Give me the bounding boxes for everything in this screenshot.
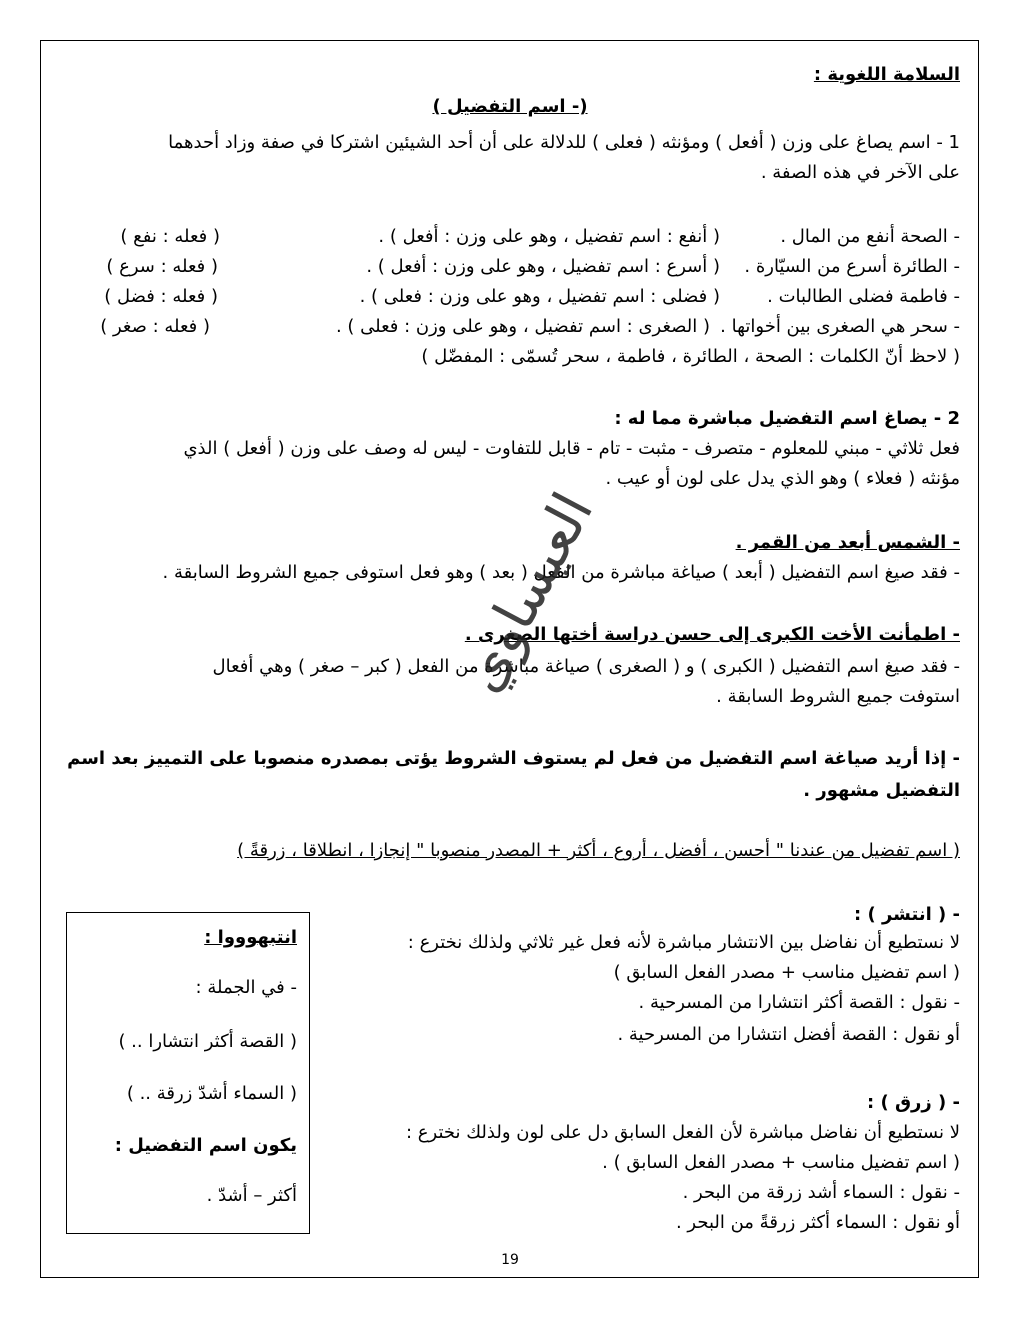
example-spread-title: - ( انتشر ) : [854, 904, 960, 925]
page-heading: السلامة اللغوية : [813, 64, 960, 85]
formula-line: ( اسم تفضيل من عندنا " أحسن ، أفضل ، أروع ، أكثر + المصدر منصوبا " إنجازا ، انطلاقا ، زرقةً ) [237, 840, 960, 861]
rule2-line-2: مؤنثه ( فعلاء ) وهو الذي يدل على لون أو عيب . [605, 468, 960, 489]
note-mufaddal: ( لاحظ أنّ الكلمات : الصحة ، الطائرة ، فاطمة ، سحر تُسمّى : المفضّل ) [421, 346, 960, 367]
example-sentence: - الطائرة أسرع من السيّارة . [744, 256, 960, 277]
example-verb: ( فعله : سرع ) [106, 256, 218, 277]
page-number: 19 [501, 1252, 519, 1268]
example-sentence: - سحر هي الصغرى بين أخواتها . [720, 316, 960, 337]
example-analysis: ( أنفع : اسم تفضيل ، وهو على وزن : أفعل ) . [378, 226, 720, 247]
example-sentence: - الصحة أنفع من المال . [780, 226, 960, 247]
example-sister-line-2: استوفت جميع الشروط السابقة . [716, 686, 960, 707]
section-title: (- اسم التفضيل ) [432, 96, 588, 117]
example-blue-line-4: أو نقول : السماء أكثر زرقةً من البحر . [675, 1212, 960, 1233]
attention-line: أكثر – أشدّ . [206, 1185, 297, 1206]
rule3-line-1: - إذا أريد صياغة اسم التفضيل من فعل لم يستوف الشروط يؤتى بمصدره منصوبا على التمييز بعد اسم [67, 748, 960, 769]
example-sun-explanation: - فقد صيغ اسم التفضيل ( أبعد ) صياغة مباشرة من الفعل ( بعد ) وهو فعل استوفى جميع الشروط السابقة . [162, 562, 960, 583]
attention-line: يكون اسم التفضيل : [114, 1135, 297, 1156]
attention-line: - في الجملة : [195, 977, 297, 998]
example-blue-line-1: لا نستطيع أن نفاضل مباشرة لأن الفعل السابق دل على لون ولذلك نخترع : [406, 1122, 960, 1143]
attention-line: ( السماء أشدّ زرقة .. ) [126, 1083, 297, 1104]
example-blue-title: - ( زرق ) : [866, 1092, 960, 1113]
example-analysis: ( فضلى : اسم تفضيل ، وهو على وزن : فعلى ) . [359, 286, 720, 307]
example-analysis: ( أسرع : اسم تفضيل ، وهو على وزن : أفعل ) . [366, 256, 720, 277]
rule2-line-1: فعل ثلاثي - مبني للمعلوم - متصرف - مثبت - تام - قابل للتفاوت - ليس له وصف على وزن ( أفعل ) الذي [183, 438, 960, 459]
example-verb: ( فعله : نفع ) [120, 226, 220, 247]
example-sun-title: - الشمس أبعد من القمر . [735, 532, 960, 553]
example-blue-line-2: ( اسم تفضيل مناسب + مصدر الفعل السابق ) . [602, 1152, 960, 1173]
definition-line-1: 1 - اسم يصاغ على وزن ( أفعل ) ومؤنثه ( فعلى ) للدلالة على أن أحد الشيئين اشتركا في صفة وزاد أحدهما [168, 132, 960, 153]
rule2-title: 2 - يصاغ اسم التفضيل مباشرة مما له : [614, 408, 960, 429]
example-sister-line-1: - فقد صيغ اسم التفضيل ( الكبرى ) و ( الصغرى ) صياغة مباشرة من الفعل ( كبر – صغر ) وهي أفعال [212, 656, 960, 677]
example-sister-title: - اطمأنت الأخت الكبرى إلى حسن دراسة أختها الصغرى . [464, 624, 960, 645]
example-spread-line-1: لا نستطيع أن نفاضل بين الانتشار مباشرة لأنه فعل غير ثلاثي ولذلك نخترع : [407, 932, 960, 953]
definition-line-2: على الآخر في هذه الصفة . [760, 162, 960, 183]
example-verb: ( فعله : صغر ) [100, 316, 210, 337]
example-spread-line-2: ( اسم تفضيل مناسب + مصدر الفعل السابق ) [613, 962, 960, 983]
example-verb: ( فعله : فضل ) [104, 286, 218, 307]
attention-title: انتبهوووا : [204, 927, 297, 948]
example-blue-line-3: - نقول : السماء أشد زرقة من البحر . [682, 1182, 960, 1203]
attention-line: ( القصة أكثر انتشارا .. ) [118, 1031, 297, 1052]
rule3-line-2: التفضيل مشهور . [803, 780, 960, 801]
watermark-signature: العيساوي [448, 482, 607, 703]
example-sentence: - فاطمة فضلى الطالبات . [767, 286, 960, 307]
example-spread-line-3: - نقول : القصة أكثر انتشارا من المسرحية . [638, 992, 960, 1013]
attention-box [66, 912, 310, 1234]
example-analysis: ( الصغرى : اسم تفضيل ، وهو على وزن : فعلى ) . [335, 316, 710, 337]
example-spread-line-4: أو نقول : القصة أفضل انتشارا من المسرحية . [617, 1024, 960, 1045]
